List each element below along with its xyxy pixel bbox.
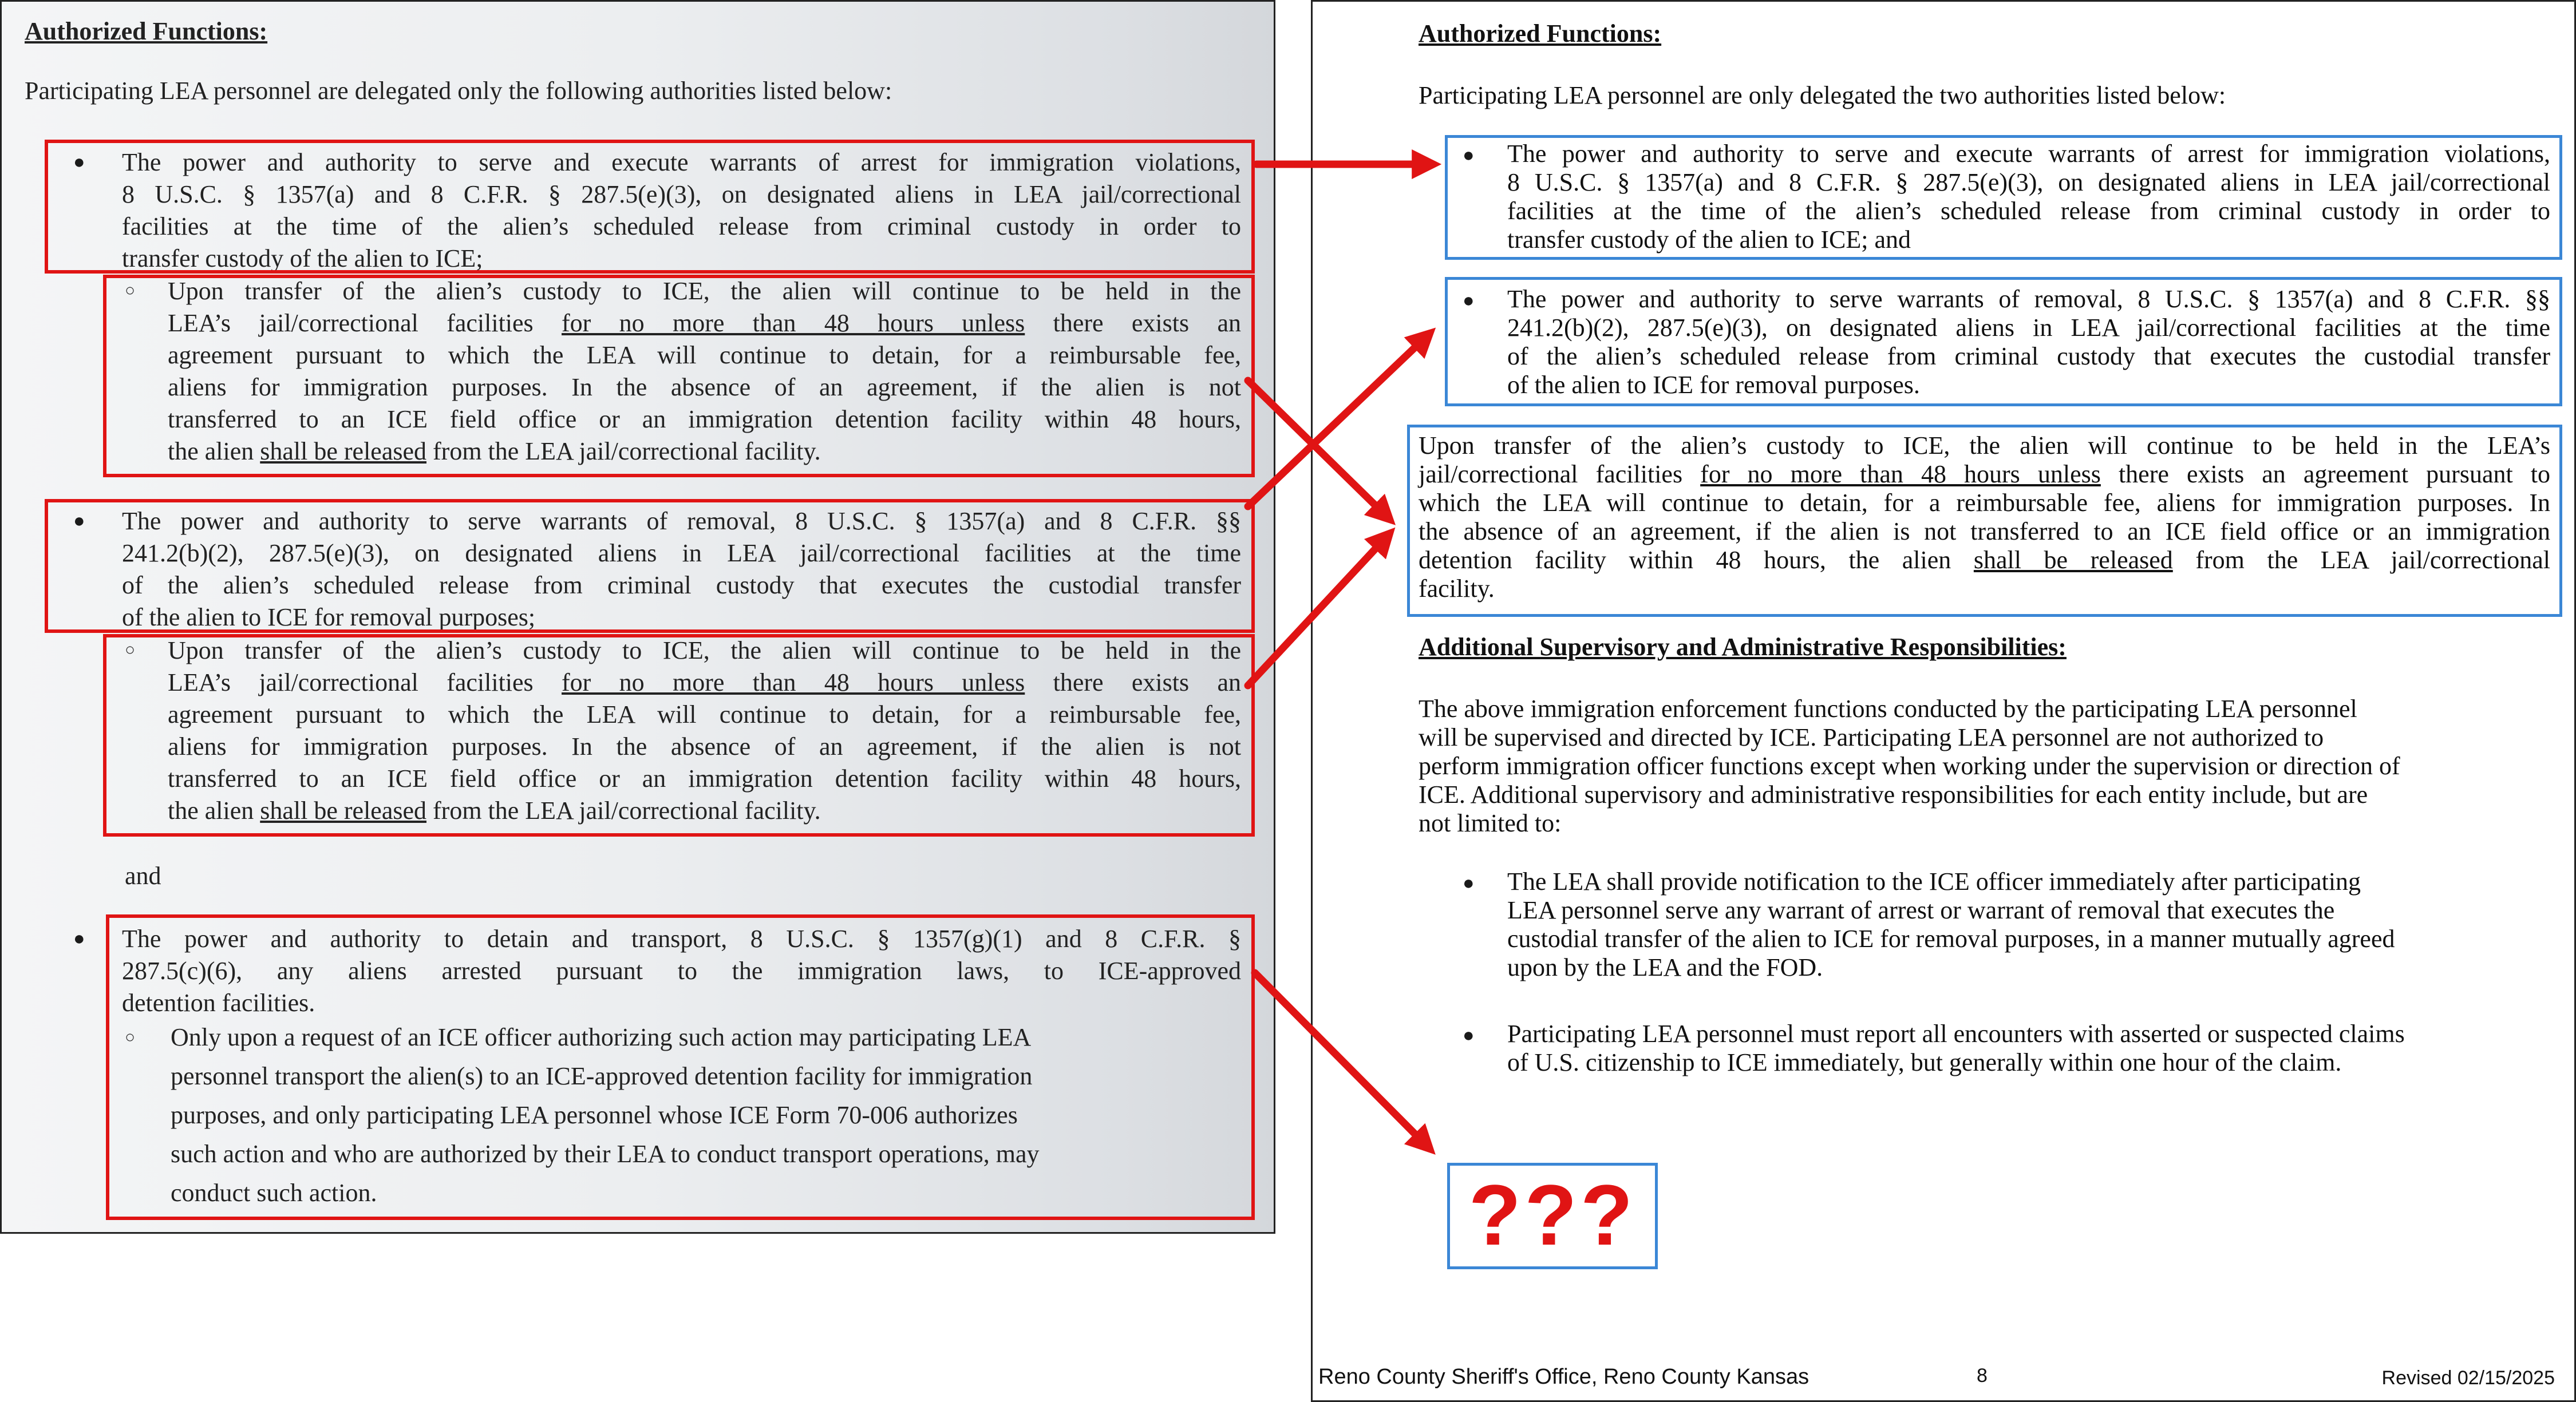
custody-sub-line: the alien shall be released from the LEA jail/correctional facility.: [168, 437, 821, 465]
transport-bullet-line: detention facilities.: [122, 989, 315, 1017]
arrow-transport-to-missing: [1255, 973, 1428, 1147]
footer-page-number: 8: [1977, 1365, 1988, 1387]
custody-paragraph-line: the absence of an agreement, if the alien is not transferred to an ICE field office or an immigration: [1419, 517, 2550, 545]
authorized-functions-heading: Authorized Functions:: [1419, 19, 1662, 47]
notify-bullet-line: The LEA shall provide notification to the ICE officer immediately after participating: [1507, 868, 2361, 896]
bullet-icon: ●: [73, 928, 85, 949]
arrow-custody-to-custody: [1248, 381, 1388, 518]
custody-sub-line: transferred to an ICE field office or an immigration detention facility within 48 hours,: [168, 765, 1241, 793]
authorized-functions-heading: Authorized Functions:: [25, 17, 268, 45]
custody-sub-line: aliens for immigration purposes. In the absence of an agreement, if the alien is not: [168, 373, 1241, 401]
footer-revised-date: Revised 02/15/2025: [2381, 1367, 2555, 1389]
transport-sub-line: such action and who are authorized by their LEA to conduct transport operations, may: [171, 1140, 1040, 1168]
bullet-icon: ●: [1463, 873, 1475, 894]
removal-bullet-line: 241.2(b)(2), 287.5(e)(3), on designated aliens in LEA jail/correctional facilities at the time: [122, 539, 1241, 567]
arrest-bullet-line: The power and authority to serve and execute warrants of arrest for immigration violations,: [122, 148, 1241, 176]
removal-bullet-line: The power and authority to serve warrants of removal, 8 U.S.C. § 1357(a) and 8 C.F.R. §§: [1507, 285, 2550, 313]
custody-sub-line: LEA’s jail/correctional facilities for no more than 48 hours unless there exists an: [168, 668, 1241, 696]
circle-bullet-icon: ○: [125, 1028, 136, 1047]
custody-sub-line: aliens for immigration purposes. In the absence of an agreement, if the alien is not: [168, 732, 1241, 761]
arrow-custody2-to-custody: [1248, 535, 1388, 686]
arrest-bullet-line: facilities at the time of the alien’s scheduled release from criminal custody in order to: [1507, 197, 2550, 225]
intro-text: Participating LEA personnel are delegated only the following authorities listed below:: [25, 77, 892, 105]
custody-sub-line: agreement pursuant to which the LEA will continue to detain, for a reimbursable fee,: [168, 700, 1241, 728]
transport-bullet-line: The power and authority to detain and transport, 8 U.S.C. § 1357(g)(1) and 8 C.F.R. §: [122, 925, 1241, 953]
circle-bullet-icon: ○: [125, 640, 136, 659]
custody-sub-line: LEA’s jail/correctional facilities for no more than 48 hours unless there exists an: [168, 309, 1241, 337]
notify-bullet-line: LEA personnel serve any warrant of arrest or warrant of removal that executes the: [1507, 896, 2335, 924]
custody-sub-line: transferred to an ICE field office or an immigration detention facility within 48 hours,: [168, 405, 1241, 433]
arrest-bullet-line: facilities at the time of the alien’s scheduled release from criminal custody in order to: [122, 212, 1241, 240]
additional-paragraph-line: The above immigration enforcement functions conducted by the participating LEA personnel: [1419, 695, 2357, 723]
removal-bullet-line: The power and authority to serve warrants of removal, 8 U.S.C. § 1357(a) and 8 C.F.R. §§: [122, 507, 1241, 535]
transport-sub-line: purposes, and only participating LEA personnel whose ICE Form 70-006 authorizes: [171, 1101, 1018, 1129]
custody-sub-line: Upon transfer of the alien’s custody to ICE, the alien will continue to be held in the: [168, 277, 1241, 305]
removal-bullet-line: of the alien to ICE for removal purposes;: [122, 603, 536, 631]
removal-bullet-line: of the alien’s scheduled release from criminal custody that executes the custodial transfer: [1507, 342, 2550, 370]
additional-paragraph-line: ICE. Additional supervisory and administrative responsibilities for each entity include, but are: [1419, 781, 2368, 809]
custody-paragraph-line: facility.: [1419, 575, 1495, 603]
arrest-bullet-line: The power and authority to serve and execute warrants of arrest for immigration violations,: [1507, 140, 2550, 168]
circle-bullet-icon: ○: [125, 281, 136, 300]
bullet-icon: ●: [1463, 145, 1475, 166]
custody-sub-line: agreement pursuant to which the LEA will continue to detain, for a reimbursable fee,: [168, 341, 1241, 369]
removal-bullet-line: of the alien to ICE for removal purposes.: [1507, 371, 1920, 399]
bullet-icon: ●: [73, 510, 85, 532]
custody-sub-line: the alien shall be released from the LEA jail/correctional facility.: [168, 797, 821, 825]
arrest-bullet-line: 8 U.S.C. § 1357(a) and 8 C.F.R. § 287.5(e)(3), on designated aliens in LEA jail/correctional: [1507, 168, 2550, 196]
additional-paragraph-line: will be supervised and directed by ICE. Participating LEA personnel are not authorized to: [1419, 723, 2324, 751]
removal-bullet-line: 241.2(b)(2), 287.5(e)(3), on designated aliens in LEA jail/correctional facilities at the time: [1507, 314, 2550, 342]
transport-sub-line: conduct such action.: [171, 1179, 377, 1207]
arrest-bullet-line: 8 U.S.C. § 1357(a) and 8 C.F.R. § 287.5(e)(3), on designated aliens in LEA jail/correctional: [122, 180, 1241, 208]
transport-bullet-line: 287.5(c)(6), any aliens arrested pursuant to the immigration laws, to ICE-approved: [122, 957, 1241, 985]
custody-paragraph-line: Upon transfer of the alien’s custody to ICE, the alien will continue to be held in the LEA’s: [1419, 431, 2550, 460]
additional-paragraph-line: not limited to:: [1419, 809, 1562, 837]
bullet-icon: ●: [1463, 290, 1475, 311]
report-bullet-line: Participating LEA personnel must report all encounters with asserted or suspected claims: [1507, 1020, 2405, 1048]
custody-paragraph-line: detention facility within 48 hours, the alien shall be released from the LEA jail/correctional: [1419, 546, 2550, 574]
arrest-bullet-line: transfer custody of the alien to ICE;: [122, 244, 483, 272]
arrest-bullet-line: transfer custody of the alien to ICE; and: [1507, 225, 1911, 254]
notify-bullet-line: custodial transfer of the alien to ICE for removal purposes, in a manner mutually agreed: [1507, 925, 2395, 953]
notify-bullet-line: upon by the LEA and the FOD.: [1507, 953, 1823, 981]
intro-text: Participating LEA personnel are only delegated the two authorities listed below:: [1419, 81, 2226, 109]
removal-bullet-line: of the alien’s scheduled release from criminal custody that executes the custodial transfer: [122, 571, 1241, 599]
arrow-removal-to-removal: [1248, 335, 1428, 506]
additional-responsibilities-heading: Additional Supervisory and Administrative Responsibilities:: [1419, 633, 2067, 661]
report-bullet-line: of U.S. citizenship to ICE immediately, but generally within one hour of the claim.: [1507, 1048, 2342, 1076]
custody-sub-line: Upon transfer of the alien’s custody to ICE, the alien will continue to be held in the: [168, 636, 1241, 664]
bullet-icon: ●: [73, 152, 85, 173]
transport-sub-line: personnel transport the alien(s) to an ICE-approved detention facility for immigration: [171, 1062, 1033, 1090]
and-connector: and: [125, 862, 161, 890]
missing-marker: ???: [1468, 1167, 1637, 1263]
transport-sub-line: Only upon a request of an ICE officer authorizing such action may participating LEA: [171, 1023, 1032, 1051]
bullet-icon: ●: [1463, 1025, 1475, 1046]
custody-paragraph-line: jail/correctional facilities for no more than 48 hours unless there exists an agreement pursuant to: [1419, 460, 2550, 488]
custody-paragraph-line: which the LEA will continue to detain, for a reimbursable fee, aliens for immigration purposes. In: [1419, 489, 2550, 517]
additional-paragraph-line: perform immigration officer functions except when working under the supervision or direction of: [1419, 752, 2400, 780]
footer-agency: Reno County Sheriff's Office, Reno County Kansas: [1318, 1365, 1809, 1389]
